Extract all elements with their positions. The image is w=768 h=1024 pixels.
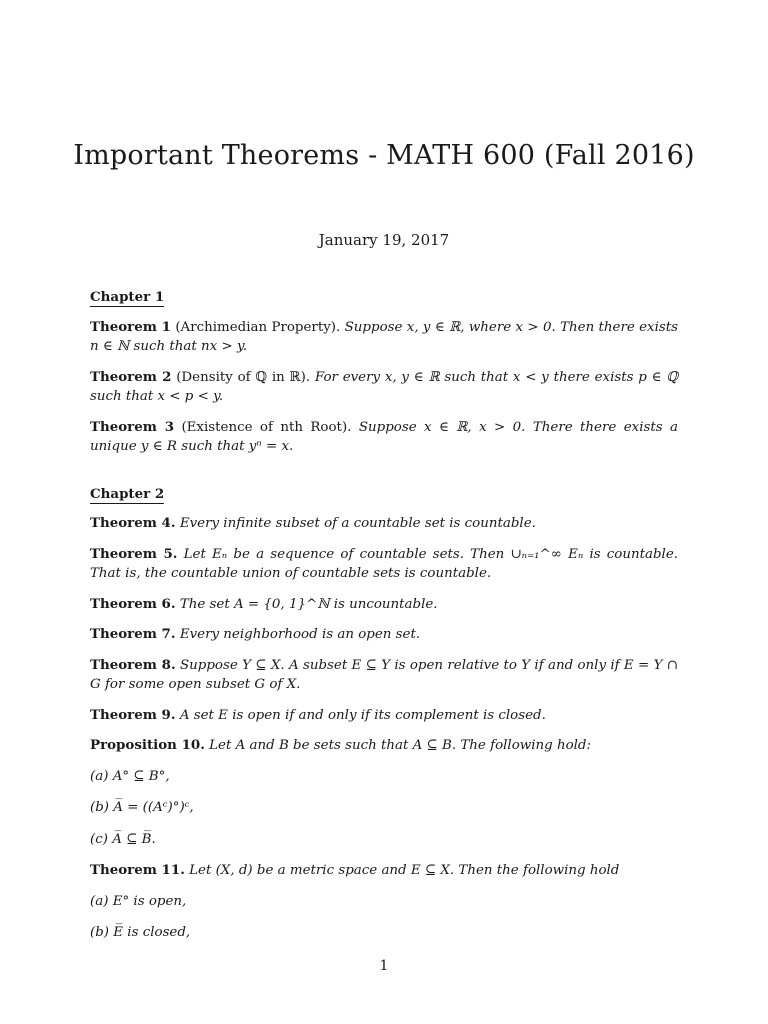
theorem-body: Every neighborhood is an open set. (179, 627, 421, 642)
theorem-label: Theorem 3 (90, 418, 175, 435)
list-item: (a) E° is open, (90, 893, 187, 909)
theorem-label: Theorem 4. (90, 515, 176, 531)
list-item: (a) A° ⊆ B°, (90, 768, 170, 784)
theorem-label: Theorem 2 (90, 368, 172, 385)
list-item: (c) A̅ ⊆ B̅. (90, 831, 156, 847)
theorem-7 (90, 625, 678, 645)
theorem-label: Theorem 9. (90, 706, 176, 723)
theorem-body: A set E is open if and only if its complement is closed. (179, 707, 546, 723)
theorem-note: (Existence of nth Root). (181, 419, 352, 435)
document-content (90, 288, 678, 955)
theorem-label: Theorem 5. (90, 545, 178, 562)
theorem-3 (90, 418, 678, 457)
chapter-heading: Chapter 2 (90, 485, 165, 502)
proposition-10 (90, 736, 678, 756)
theorem-body: For every x, y ∈ ℝ such that x < y there exists p ∈ ℚ such that x < p < y. (90, 369, 678, 404)
theorem-1 (90, 318, 678, 357)
chapter-heading: Chapter 1 (90, 289, 165, 305)
theorem-body: Let Eₙ be a sequence of countable sets. Then ∪ₙ₌₁^∞ Eₙ is countable. That is, the countable union of countable sets is countable. (90, 546, 679, 581)
theorem-2 (90, 368, 678, 407)
theorem-body: Suppose Y ⊆ X. A subset E ⊆ Y is open relative to Y if and only if E = Y ∩ G for some open subset G of X. (90, 657, 678, 692)
theorem-body: Suppose x ∈ ℝ, x > 0. There there exists a unique y ∈ R such that yⁿ = x. (90, 419, 678, 454)
theorem-body: Suppose x, y ∈ ℝ, where x > 0. Then there exists n ∈ ℕ such that nx > y. (90, 319, 679, 354)
theorem-5 (90, 545, 678, 584)
list-item: (b) A̅ = ((Aᶜ)°)ᶜ, (90, 800, 194, 815)
theorem-body: Let (X, d) be a metric space and E ⊆ X. Then the following hold (189, 863, 620, 878)
list-item: (b) E̅ is closed, (90, 925, 191, 940)
theorem-label: Theorem 6. (90, 595, 176, 612)
theorem-body: Every infinite subset of a countable set is countable. (179, 516, 536, 531)
theorem-note: (Density of ℚ in ℝ). (176, 369, 311, 385)
theorem-9 (90, 706, 678, 726)
theorem-label: Theorem 11. (90, 862, 185, 878)
theorem-label: Proposition 10. (90, 737, 205, 753)
theorem-label: Theorem 1 (90, 318, 171, 335)
theorem-8 (90, 656, 678, 695)
theorem-4 (90, 514, 678, 534)
theorem-6 (90, 595, 678, 615)
document-date: January 19, 2017 (318, 231, 450, 249)
theorem-label: Theorem 7. (90, 626, 176, 642)
theorem-label: Theorem 8. (90, 656, 176, 673)
theorem-11 (90, 861, 678, 881)
theorem-note: (Archimedian Property). (175, 319, 341, 335)
page-number: 1 (379, 958, 389, 974)
document-title: Important Theorems - MATH 600 (Fall 2016) (73, 140, 695, 171)
theorem-body: Let A and B be sets such that A ⊆ B. The following hold: (209, 738, 592, 753)
theorem-body: The set A = {0, 1}^ℕ is uncountable. (179, 596, 438, 612)
